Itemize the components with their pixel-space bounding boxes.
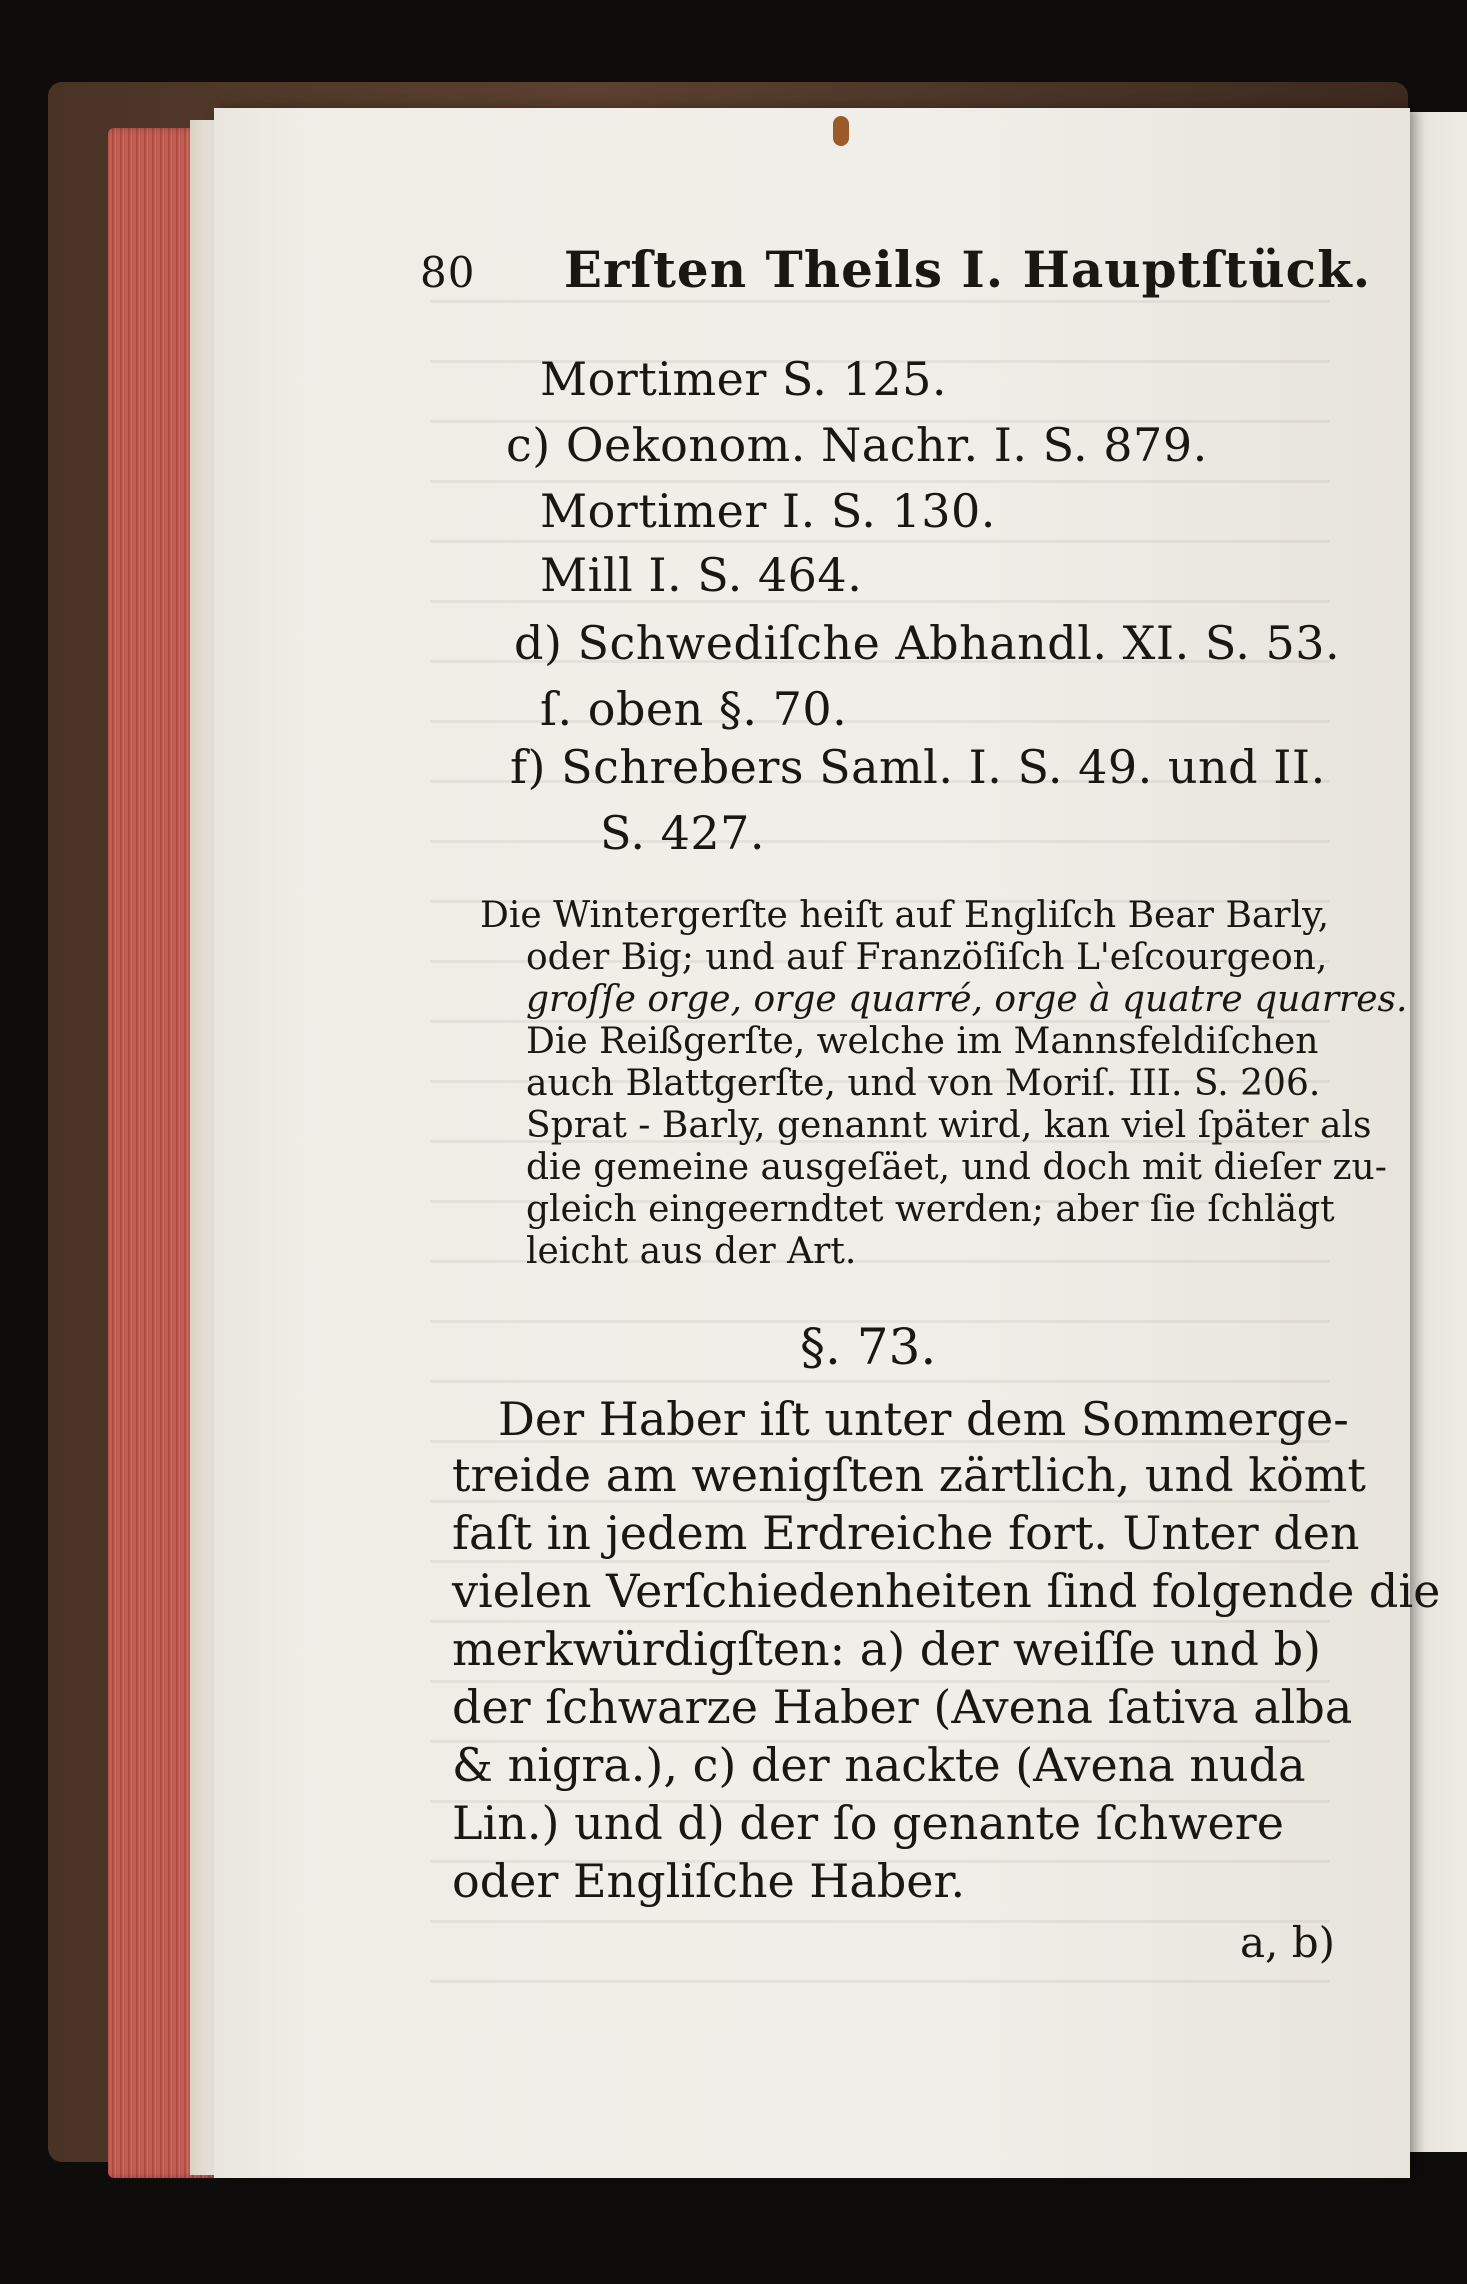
body-line: der ſchwarze Haber (Avena ſativa alba xyxy=(452,1680,1353,1734)
catchword: a, b) xyxy=(1240,1918,1336,1967)
running-head-title: Erſten Theils I. Hauptſtück. xyxy=(563,240,1372,299)
section-heading: §. 73. xyxy=(800,1318,937,1376)
small-paragraph-line: Die Reißgerſte, welche im Mannsfeldiſchen xyxy=(526,1021,1319,1062)
body-line: vielen Verſchiedenheiten ſind folgende die xyxy=(452,1564,1441,1618)
note-line: d) Schwediſche Abhandl. XI. S. 53. xyxy=(514,616,1341,670)
body-line: Lin.) und d) der ſo genante ſchwere xyxy=(452,1796,1284,1850)
small-paragraph-line: die gemeine ausgeſäet, und doch mit dieſer zu- xyxy=(526,1147,1387,1188)
note-line: ſ. oben §. 70. xyxy=(540,682,848,736)
note-line: Mortimer S. 125. xyxy=(540,352,947,406)
small-paragraph-line: Die Wintergerſte heiſt auf Engliſch Bear Barly, xyxy=(480,895,1330,936)
body-line: treide am wenigſten zärtlich, und kömt xyxy=(452,1448,1366,1502)
note-line: S. 427. xyxy=(600,806,766,860)
note-line: Mill I. S. 464. xyxy=(540,548,863,602)
body-line: & nigra.), c) der nackte (Avena nuda xyxy=(452,1738,1306,1792)
body-line: Der Haber iſt unter dem Sommerge- xyxy=(498,1392,1349,1446)
running-head xyxy=(420,240,1371,299)
body-line: oder Engliſche Haber. xyxy=(452,1854,966,1908)
small-paragraph-line: auch Blattgerſte, und von Moriſ. III. S. 206. xyxy=(526,1063,1321,1104)
note-line: c) Oekonom. Nachr. I. S. 879. xyxy=(506,418,1208,472)
small-paragraph-line: gleich eingeerndtet werden; aber ſie ſchlägt xyxy=(526,1189,1335,1230)
note-line: f) Schrebers Saml. I. S. 49. und II. xyxy=(510,740,1326,794)
small-paragraph-line: oder Big; und auf Franzöſiſch L'eſcourgeon, xyxy=(526,937,1328,978)
body-line: merkwürdigſten: a) der weiſſe und b) xyxy=(452,1622,1321,1676)
page-number: 80 xyxy=(420,248,476,297)
body-line: faſt in jedem Erdreiche fort. Unter den xyxy=(452,1506,1360,1560)
small-paragraph-line: Sprat - Barly, genannt wird, kan viel ſpäter als xyxy=(526,1105,1372,1146)
note-line: Mortimer I. S. 130. xyxy=(540,484,996,538)
small-paragraph-line: leicht aus der Art. xyxy=(526,1231,857,1272)
bookmark-mark xyxy=(833,116,849,146)
small-paragraph-line: groſſe orge, orge quarré, orge à quatre quarres. xyxy=(526,979,1408,1020)
